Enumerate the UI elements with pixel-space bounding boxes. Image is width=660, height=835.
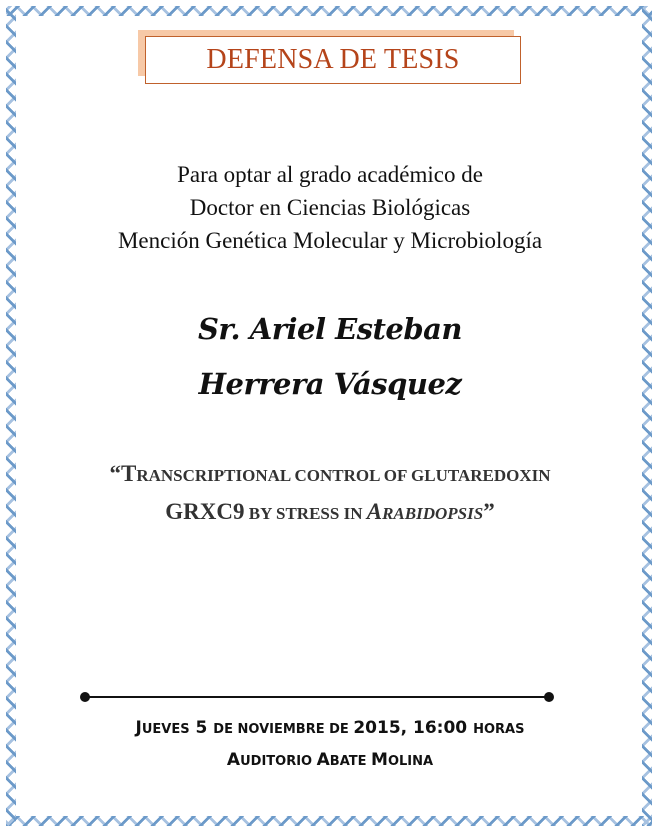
thesis-title-line-1: “TRANSCRIPTIONAL CONTROL OF GLUTAREDOXIN [109, 461, 551, 486]
event-date-line: JUEVES 5 DE NOVIEMBRE DE 2015, 16:00 HORAS [135, 718, 525, 738]
candidate-name-line-1: Sr. Ariel Esteban [197, 312, 463, 346]
degree-block [0, 158, 660, 257]
divider-dot-right [544, 692, 554, 702]
decorative-border [6, 6, 652, 826]
title-box [145, 36, 521, 84]
border-bottom [6, 816, 652, 826]
event-venue-line: AUDITORIO ABATE MOLINA [226, 750, 434, 770]
divider-line [85, 696, 550, 698]
page-title: DEFENSA DE TESIS [206, 44, 460, 75]
border-top [6, 6, 652, 16]
degree-line-1: Para optar al grado académico de [177, 162, 483, 187]
degree-line-3: Mención Genética Molecular y Microbiología [117, 228, 543, 253]
candidate-name-line-2: Herrera Vásquez [198, 367, 462, 401]
border-left [6, 6, 16, 826]
thesis-title [0, 456, 660, 532]
thesis-title-line-2: GRXC9 BY STRESS IN ARABIDOPSIS” [165, 499, 495, 524]
candidate-name [0, 302, 660, 412]
border-right [642, 6, 652, 826]
event-details [0, 713, 660, 777]
degree-line-2: Doctor en Ciencias Biológicas [189, 195, 471, 220]
